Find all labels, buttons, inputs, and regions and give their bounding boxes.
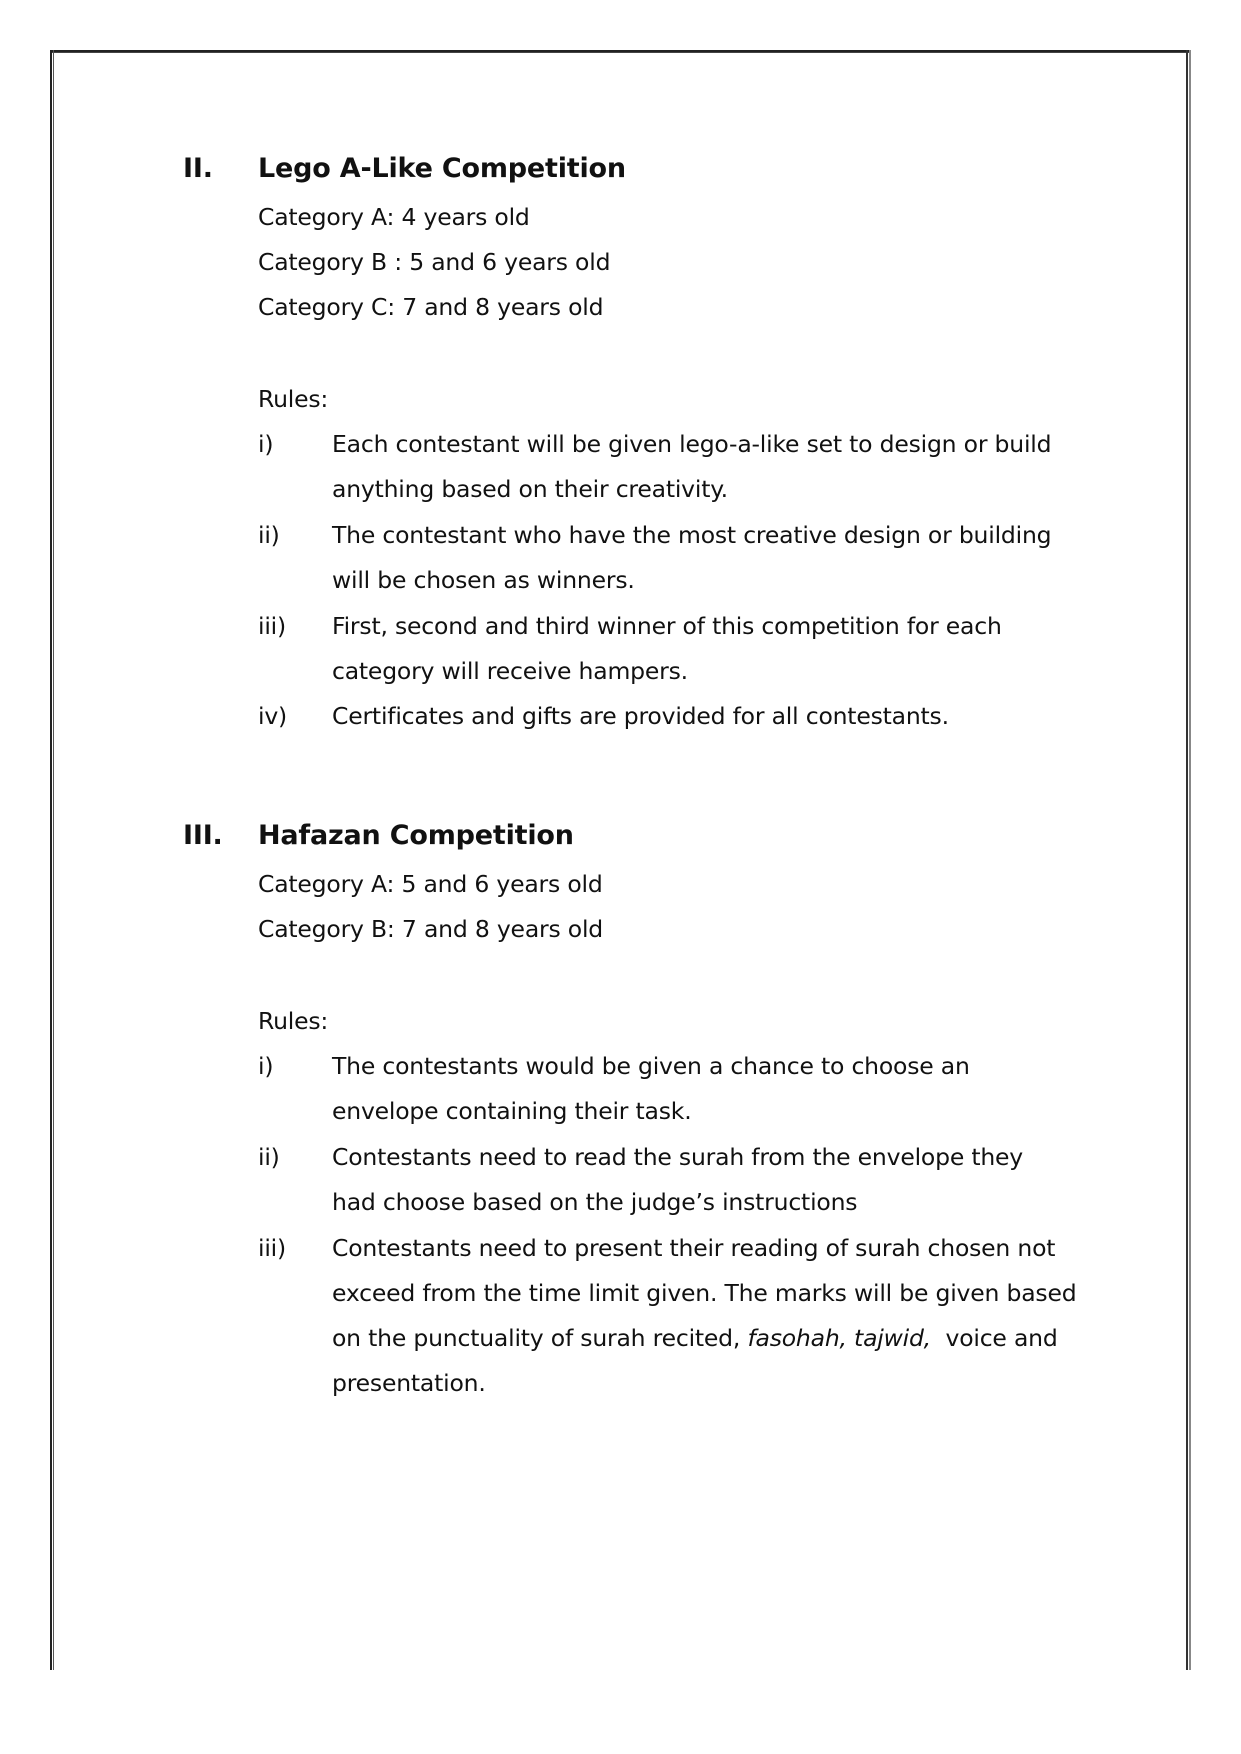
rule-marker: i) — [258, 1052, 274, 1080]
italic-terms: fasohah, tajwid, — [747, 1324, 931, 1352]
category-line: Category A: 5 and 6 years old — [258, 870, 603, 898]
category-line: Category B: 7 and 8 years old — [258, 915, 604, 943]
category-line: Category C: 7 and 8 years old — [258, 293, 604, 321]
rule-marker: iii) — [258, 612, 286, 640]
page-border-top — [50, 50, 1191, 53]
rule-text-part: on the punctuality of surah recited, — [332, 1324, 748, 1352]
rule-marker: i) — [258, 430, 274, 458]
rule-text: envelope containing their task. — [332, 1097, 692, 1125]
rules-label: Rules: — [258, 1007, 329, 1035]
rule-text: The contestant who have the most creative design or building — [332, 521, 1052, 549]
rule-text: Contestants need to read the surah from the envelope they — [332, 1143, 1024, 1171]
rule-text-part: voice and — [930, 1324, 1058, 1352]
rule-text: exceed from the time limit given. The marks will be given based — [332, 1279, 1077, 1307]
rule-text: anything based on their creativity. — [332, 475, 728, 503]
rule-marker: ii) — [258, 521, 280, 549]
category-line: Category A: 4 years old — [258, 203, 530, 231]
rule-text: presentation. — [332, 1369, 486, 1397]
rule-text: category will receive hampers. — [332, 657, 688, 685]
rule-text: will be chosen as winners. — [332, 566, 635, 594]
rule-text: Certificates and gifts are provided for all contestants. — [332, 702, 949, 730]
rule-marker: iv) — [258, 702, 288, 730]
rule-text — [332, 1324, 1058, 1352]
rule-text: Contestants need to present their reading of surah chosen not — [332, 1234, 1056, 1262]
category-line: Category B : 5 and 6 years old — [258, 248, 611, 276]
rules-label: Rules: — [258, 385, 329, 413]
rule-text: had choose based on the judge’s instructions — [332, 1188, 858, 1216]
rule-text: Each contestant will be given lego-a-like set to design or build — [332, 430, 1052, 458]
rule-marker: ii) — [258, 1143, 280, 1171]
section-title: Lego A-Like Competition — [258, 153, 626, 184]
rule-marker: iii) — [258, 1234, 286, 1262]
page-border-left — [50, 50, 54, 1670]
rule-text: First, second and third winner of this competition for each — [332, 612, 1002, 640]
section-numeral: II. — [183, 153, 213, 184]
section-numeral: III. — [183, 820, 223, 851]
page-border-right — [1186, 50, 1191, 1670]
section-title: Hafazan Competition — [258, 820, 574, 851]
rule-text: The contestants would be given a chance to choose an — [332, 1052, 970, 1080]
